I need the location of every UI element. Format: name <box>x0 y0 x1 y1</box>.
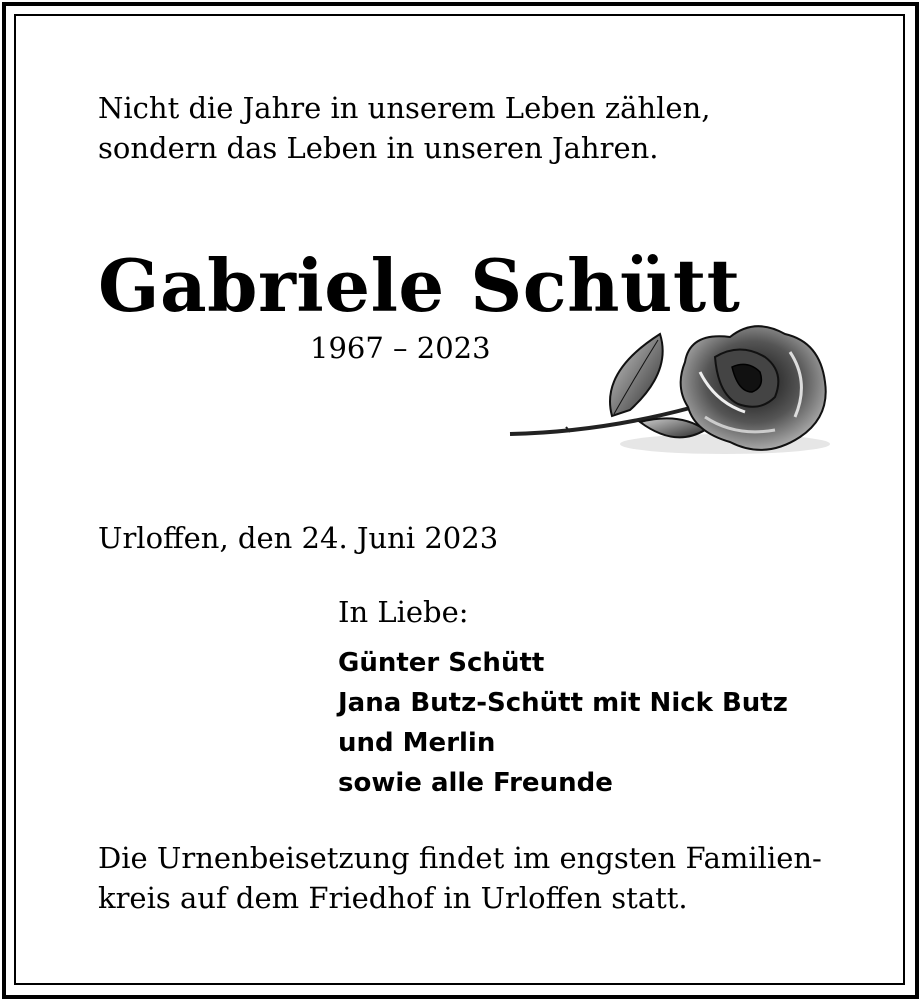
motto-line-1: Nicht die Jahre in unserem Leben zählen, <box>98 91 711 125</box>
mourners-intro: In Liebe: <box>338 595 469 629</box>
life-years: 1967 – 2023 <box>310 331 491 365</box>
mourner-line: Jana Butz-Schütt mit Nick Butz <box>338 688 788 718</box>
deceased-name: Gabriele Schütt <box>98 243 741 328</box>
rose-icon <box>500 312 840 472</box>
burial-notice <box>98 838 822 918</box>
notice-line-1: Die Urnenbeisetzung findet im engsten Familien- <box>98 841 822 875</box>
motto-line-2: sondern das Leben in unseren Jahren. <box>98 131 659 165</box>
mourner-line: und Merlin <box>338 728 496 758</box>
mourner-line: Günter Schütt <box>338 648 545 678</box>
mourner-line: sowie alle Freunde <box>338 768 613 798</box>
mourners-list <box>338 643 788 803</box>
notice-line-2: kreis auf dem Friedhof in Urloffen statt. <box>98 881 688 915</box>
place-and-date: Urloffen, den 24. Juni 2023 <box>98 521 499 555</box>
motto-quote <box>98 88 710 168</box>
